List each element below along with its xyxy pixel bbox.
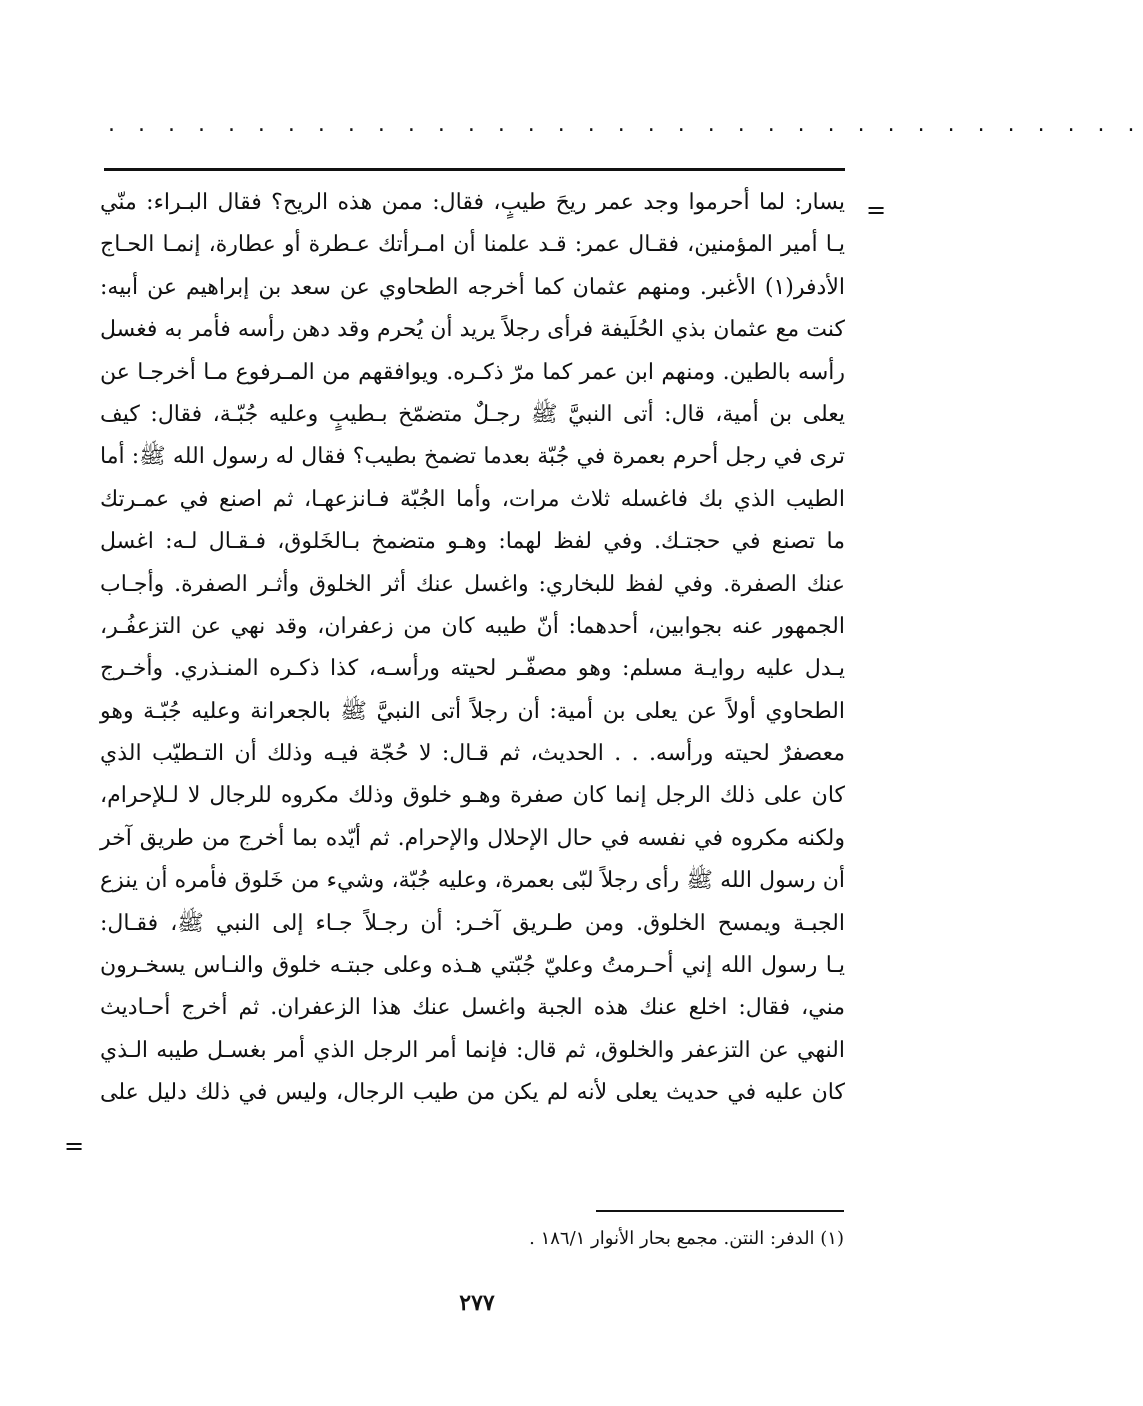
footnote-rule [596, 1210, 844, 1212]
text-line: كان عليه في حديث يعلى لأنه لم يكن من طيب الرجال، وليس في ذلك دليل على [100, 1080, 845, 1106]
text-line: أن رسول الله ﷺ رأى رجلاً لبّى بعمرة، وعليه جُبّة، وشيء من خَلوق فأمره أن ينزع [100, 868, 845, 894]
page-number: ٢٧٧ [459, 1290, 495, 1316]
text-line: رأسه بالطين. ومنهم ابن عمر كما مرّ ذكـره. ويوافقهم من المـرفوع مـا أخرجـا عن [100, 359, 845, 385]
text-line: ترى في رجل أحرم بعمرة في جُبّة بعدما تضمخ بطيب؟ فقال له رسول الله ﷺ: أما [100, 444, 845, 470]
text-line: يعلى بن أمية، قال: أتى النبيَّ ﷺ رجـلٌ متضمّخ بـطيبٍ وعليه جُبّـة، فقال: كيف [100, 401, 845, 427]
text-line: الطيب الذي بك فاغسله ثلاث مرات، وأما الجُبّة فـانزعهـا، ثم اصنع في عمـرتك [100, 486, 845, 512]
text-line: كان على ذلك الرجل إنما كان صفرة وهـو خلوق وذلك مكروه للرجال لا لـلإحرام، [100, 783, 845, 809]
text-line: ما تصنع في حجتـك. وفي لفظ لهما: وهـو متضمخ بـالخَلوق، فـقـال لـه: اغسل [100, 529, 845, 555]
text-line: الجبـة ويمسح الخلوق. ومن طـريق آخـر: أن رجـلاً جـاء إلى النبي ﷺ، فقـال: [100, 910, 845, 936]
text-line: الجمهور عنه بجوابين، أحدهما: أنّ طيبه كان من زعفران، وقد نهي عن التزعفُـر، [100, 613, 845, 639]
text-line: معصفرٌ لحيته ورأسه. . . الحديث، ثم قـال: لا حُجّة فيـه وذلك أن التـطيّب الذي [100, 741, 845, 767]
text-line: يـا أمير المؤمنين، فقـال عمر: قـد علمنا أن امـرأتك عـطرة أو عطارة، إنمـا الحـاج [100, 232, 845, 258]
text-line: الأدفر(١) الأغبر. ومنهم عثمان كما أخرجه الطحاوي عن سعد بن إبراهيم عن أبيه: [100, 274, 845, 300]
continuation-mark-top: = [866, 196, 887, 224]
text-line: عنك الصفرة. وفي لفظ للبخاري: واغسل عنك أثر الخلوق وأثـر الصفرة. وأجـاب [100, 571, 845, 597]
text-line: كنت مع عثمان بذي الحُلَيفة فرأى رجلاً يريد أن يُحرم وقد دهن رأسه فأمر به فغسل [100, 317, 845, 343]
text-line: يسار: لما أحرموا وجد عمر ريحَ طيبٍ، فقال: ممن هذه الريح؟ فقال البـراء: منّي [100, 190, 845, 215]
text-line: النهي عن التزعفر والخلوق، ثم قال: فإنما أمر الرجل الذي أمر بغسـل طيبه الـذي [100, 1037, 845, 1063]
body-text [100, 182, 845, 1115]
text-line: يـا رسول الله إني أحـرمتُ وعليّ جُبّتي هـذه وعلى جبتـه خلوق والنـاس يسخـرون [100, 953, 845, 979]
continuation-mark-bottom: = [64, 1132, 85, 1160]
text-line: ولكنه مكروه في نفسه في حال الإحلال والإحرام. ثم أيّده بما أخرج من طريق آخر [100, 825, 845, 851]
text-line: الطحاوي أولاً عن يعلى بن أمية: أن رجلاً أتى النبيَّ ﷺ بالجعرانة وعليه جُبّـة وهو [100, 698, 845, 724]
separator-dots: . . . . . . . . . . . . . . . . . . . . . . . . . . . . . . . . . . . [108, 112, 1143, 137]
text-line: يـدل عليه روايـة مسلم: وهو مصفّـر لحيته ورأسـه، كذا ذكـره المنـذري. وأخـرج [100, 656, 845, 682]
top-rule [104, 168, 845, 171]
footnote: (١) الدفر: النتن. مجمع بحار الأنوار ١٨٦/١ . [529, 1228, 844, 1249]
text-line: مني، فقال: اخلع عنك هذه الجبة واغسل عنك هذا الزعفران. ثم أخرج أحـاديث [100, 995, 845, 1021]
